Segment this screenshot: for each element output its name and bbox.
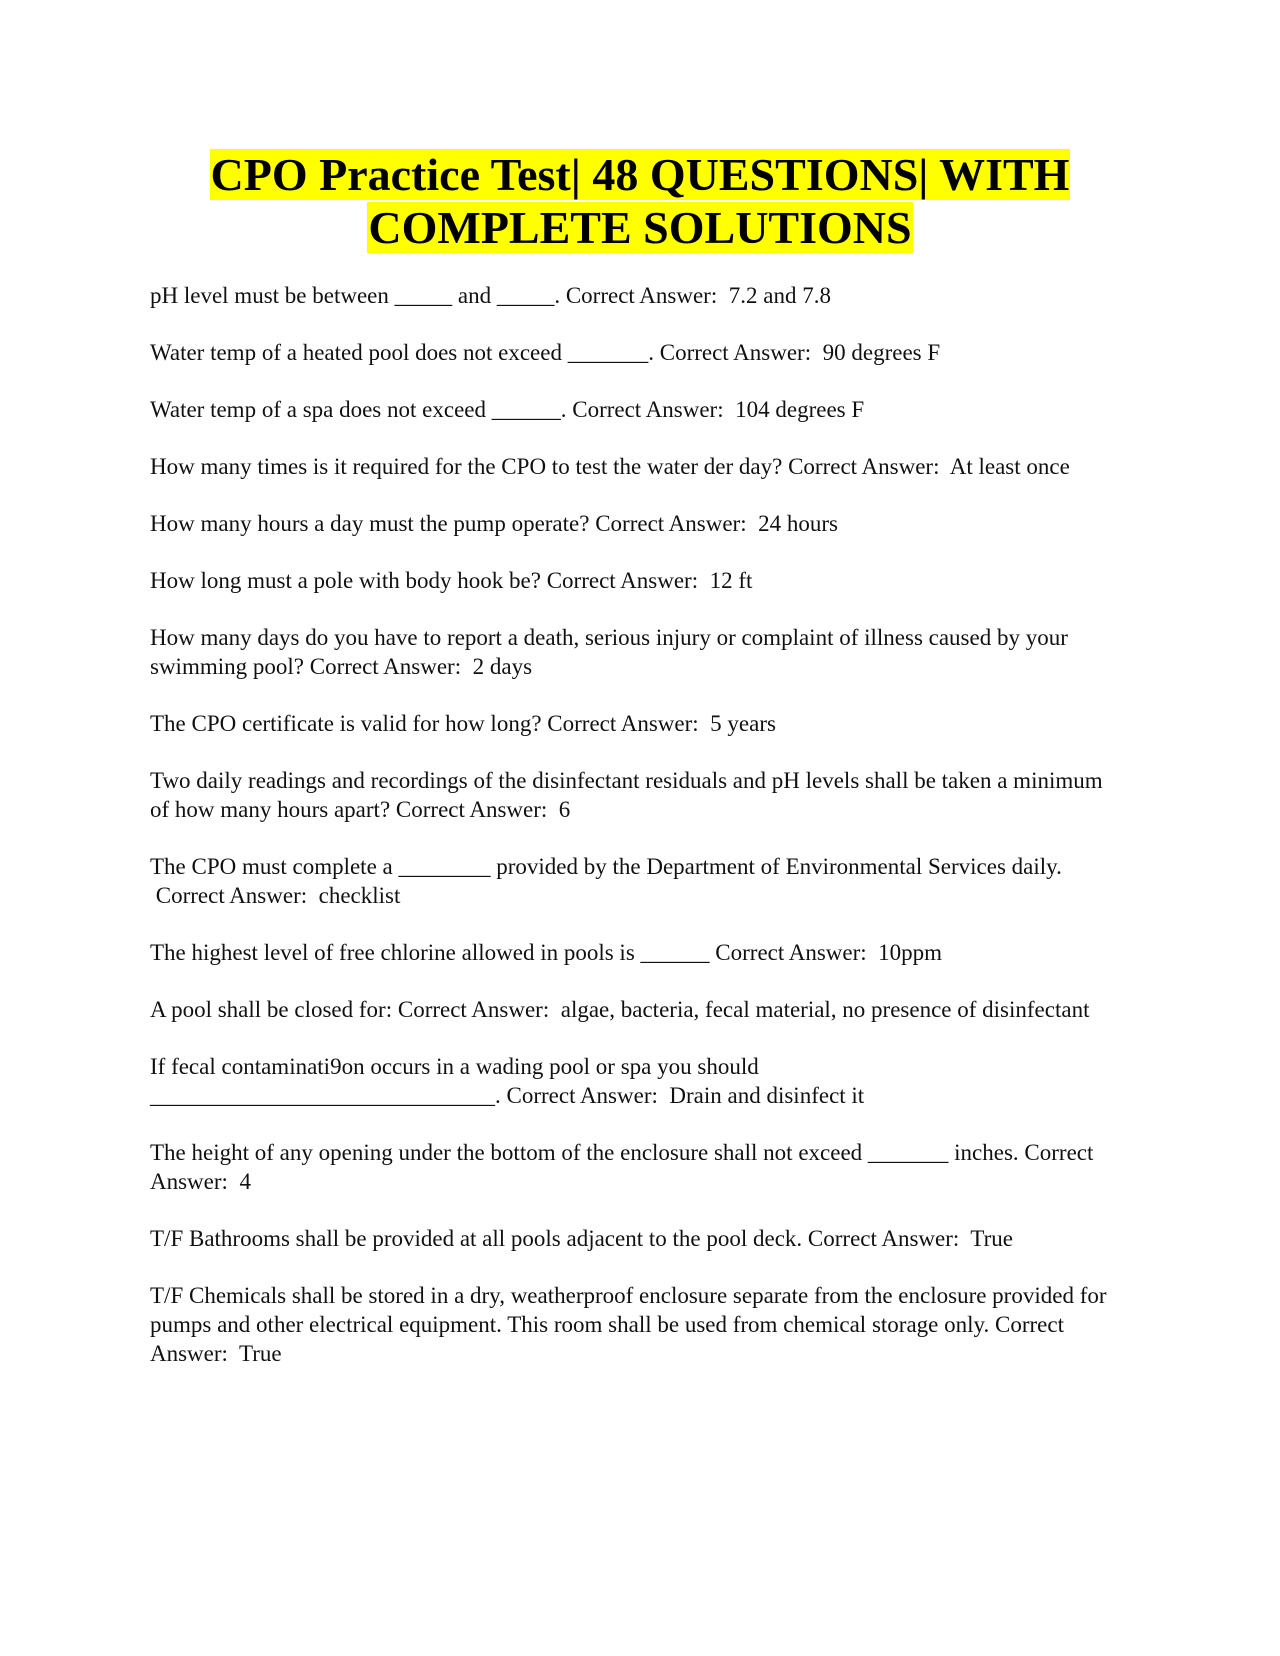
question-item	[150, 509, 1110, 538]
correct-answer-label: Correct Answer:	[715, 940, 867, 965]
correct-answer-label: Correct Answer:	[155, 883, 308, 908]
question-text: The height of any opening under the bottom of the enclosure shall not exceed _______ inches.	[150, 1140, 1019, 1165]
answer-text: 104 degrees F	[735, 397, 865, 422]
question-item	[150, 852, 1110, 910]
correct-answer-label: Correct Answer:	[595, 511, 747, 536]
document-title	[150, 148, 1130, 254]
correct-answer-label: Correct Answer:	[395, 797, 548, 822]
answer-text: 24 hours	[758, 511, 838, 536]
correct-answer-label: Correct Answer:	[397, 997, 550, 1022]
question-item	[150, 1138, 1110, 1196]
question-text: Two daily readings and recordings of the disinfectant residuals and pH levels shall be taken a minimum of how many hours apart?	[150, 768, 1103, 822]
question-text: How many times is it required for the CPO to test the water der day?	[150, 454, 783, 479]
correct-answer-label: Correct Answer:	[565, 283, 718, 308]
answer-text: 7.2 and 7.8	[728, 283, 831, 308]
question-item	[150, 566, 1110, 595]
question-text: How many days do you have to report a death, serious injury or complaint of illness caused by your swimming pool?	[150, 625, 1068, 679]
answer-text: Drain and disinfect it	[669, 1083, 865, 1108]
answer-text: True	[970, 1226, 1014, 1251]
answer-text: 5 years	[710, 711, 776, 736]
question-text: Water temp of a heated pool does not exceed _______.	[150, 340, 654, 365]
question-text: Water temp of a spa does not exceed ______.	[150, 397, 567, 422]
question-text: pH level must be between _____ and _____.	[150, 283, 561, 308]
correct-answer-label: Correct Answer:	[807, 1226, 960, 1251]
question-item	[150, 938, 1110, 967]
answer-text: True	[239, 1341, 282, 1366]
answer-text: 6	[558, 797, 571, 822]
question-text: The highest level of free chlorine allowed in pools is ______	[150, 940, 710, 965]
question-text: The CPO certificate is valid for how long?	[150, 711, 542, 736]
question-text: The CPO must complete a ________ provided by the Department of Environmental Services daily.	[150, 854, 1062, 879]
correct-answer-label: Correct Answer:	[659, 340, 812, 365]
answer-text: 12 ft	[709, 568, 753, 593]
question-text: A pool shall be closed for:	[150, 997, 393, 1022]
question-text: How long must a pole with body hook be?	[150, 568, 541, 593]
question-text: T/F Bathrooms shall be provided at all pools adjacent to the pool deck.	[150, 1226, 803, 1251]
correct-answer-label: Correct Answer:	[150, 1140, 1094, 1194]
correct-answer-label: Correct Answer:	[547, 711, 699, 736]
correct-answer-label: Correct Answer:	[309, 654, 462, 679]
question-text: If fecal contaminati9on occurs in a wading pool or spa you should ______________________________.	[150, 1054, 759, 1108]
question-item	[150, 1281, 1110, 1368]
question-item	[150, 623, 1110, 681]
correct-answer-label: Correct Answer:	[572, 397, 724, 422]
question-item	[150, 338, 1110, 367]
question-text: T/F Chemicals shall be stored in a dry, weatherproof enclosure separate from the enclosure provided for pumps and other electrical equipment. This room shall be used from chemical storage only.	[150, 1283, 1107, 1337]
answer-text: checklist	[318, 883, 401, 908]
answer-text: algae, bacteria, fecal material, no presence of disinfectant	[560, 997, 1090, 1022]
correct-answer-label: Correct Answer:	[150, 1312, 1064, 1366]
correct-answer-label: Correct Answer:	[788, 454, 940, 479]
question-text: How many hours a day must the pump operate?	[150, 511, 590, 536]
correct-answer-label: Correct Answer:	[546, 568, 699, 593]
answer-text: 90 degrees F	[822, 340, 941, 365]
question-list	[150, 281, 1110, 1396]
correct-answer-label: Correct Answer:	[506, 1083, 658, 1108]
question-item	[150, 995, 1110, 1024]
title-line-2: COMPLETE SOLUTIONS	[368, 202, 912, 253]
question-item	[150, 709, 1110, 738]
question-item	[150, 1052, 1110, 1110]
answer-text: At least once	[949, 454, 1070, 479]
answer-text: 2 days	[472, 654, 533, 679]
title-line-1: CPO Practice Test| 48 QUESTIONS| WITH	[210, 149, 1070, 200]
question-item	[150, 1224, 1110, 1253]
question-item	[150, 766, 1110, 824]
answer-text: 4	[239, 1169, 251, 1194]
question-item	[150, 281, 1110, 310]
question-item	[150, 395, 1110, 424]
answer-text: 10ppm	[878, 940, 943, 965]
question-item	[150, 452, 1110, 481]
